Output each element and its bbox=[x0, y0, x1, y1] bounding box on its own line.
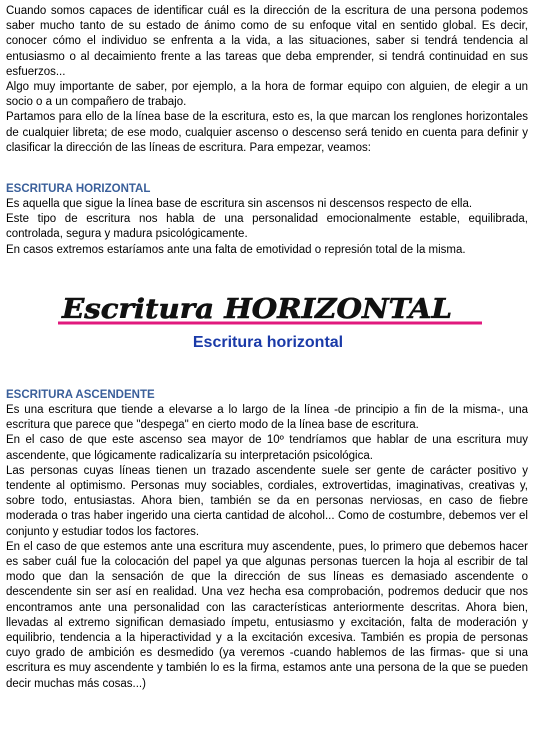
horizontal-paragraph-2: Este tipo de escritura nos habla de una personalidad emocionalmente estable, equilibrada, controlada, segura y madura psicológicamente. bbox=[6, 213, 528, 241]
horizontal-paragraph-1: Es aquella que sigue la línea base de escritura sin ascensos ni descensos respecto de ella. bbox=[6, 198, 473, 210]
intro-paragraph-1: Cuando somos capaces de identificar cuál es la dirección de la escritura de una persona podemos saber mucho tanto de su estado de ánimo como de su enfoque vital en sentido global. Es decir, conocer cómo el individuo se enfrenta a la vida, a las situaciones, saber si tendrá tendencia al entusiasmo o al decaimiento frente a las tareas que deba emprender, si tendrá continuidad en sus esfuerzos... bbox=[6, 5, 528, 78]
ascendente-paragraph-3: Las personas cuyas líneas tienen un trazado ascendente suele ser gente de carácter positivo y tendente al optimismo. Personas muy sociables, cordiales, extrovertidas, imaginativas, creativas y, sobre todo, entusiastas. Ahora bien, también se da en personas nerviosas, en caso de fiebre moderada o tras haber ingerido una cierta cantidad de alcohol... Como de costumbre, debemos ver el conjunto y estudiar todos los factores. bbox=[6, 464, 528, 538]
ascendente-paragraph-1: Es una escritura que tiende a elevarse a lo largo de la línea -de principio a fin de la misma-, una escritura que parece que "despega" en cierto modo de la línea base de escritura. bbox=[6, 404, 528, 432]
horizontal-paragraph-3: En casos extremos estaríamos ante una falta de emotividad o represión total de la misma. bbox=[6, 243, 466, 256]
figure-caption: Escritura horizontal bbox=[192, 334, 344, 351]
horizontal-section bbox=[6, 197, 528, 258]
heading-horizontal: ESCRITURA HORIZONTAL bbox=[6, 183, 151, 195]
heading-ascendente: ESCRITURA ASCENDENTE bbox=[6, 389, 155, 401]
intro-paragraph-2: Algo muy importante de saber, por ejemplo, a la hora de formar equipo con alguien, de elegir a un socio o a un compañero de trabajo. bbox=[6, 81, 528, 109]
ascendente-paragraph-2: En el caso de que este ascenso sea mayor de 10º tendríamos que hablar de una escritura muy ascendente, que lógicamente radicalizaría su interpretación psicológica. bbox=[6, 434, 528, 462]
intro-section bbox=[6, 4, 528, 156]
ascendente-paragraph-4: En el caso de que estemos ante una escritura muy ascendente, pues, lo primero que debemos hacer es saber cuál fue la colocación del papel ya que algunas personas tuercen la hoja al escribir de tal modo que dan la sensación de que la dirección de sus líneas es demasiado ascendente o descendente sin ser así en realidad. Una vez hecha esa comprobación, podremos deducir que nos encontramos ante una personalidad con las características anteriormente descritas. Ahora bien, llevadas al extremo significan demasiado ímpetu, entusiasmo y excitación, falta de moderación y equilibrio, tendencia a la hiperactividad y a la excitación excesiva. También es propia de personas cuyo grado de ambición es desmedido (ya veremos -cuando hablemos de las firmas- que si una escritura es muy ascendente y también lo es la firma, estamos ante una persona de la que se pueden decir muchas más cosas...) bbox=[6, 540, 528, 690]
ascendente-section bbox=[6, 403, 528, 692]
intro-paragraph-3: Partamos para ello de la línea base de la escritura, esto es, la que marcan los renglones horizontales de cualquier libreta; de ese modo, cualquier ascenso o descenso será tenido en cuenta para definir y clasificar la dirección de las líneas de escritura. Para empezar, veamos: bbox=[6, 111, 528, 154]
handwriting-sample-text: Escritura HORIZONTAL bbox=[60, 294, 452, 325]
handwriting-svg bbox=[56, 286, 486, 332]
